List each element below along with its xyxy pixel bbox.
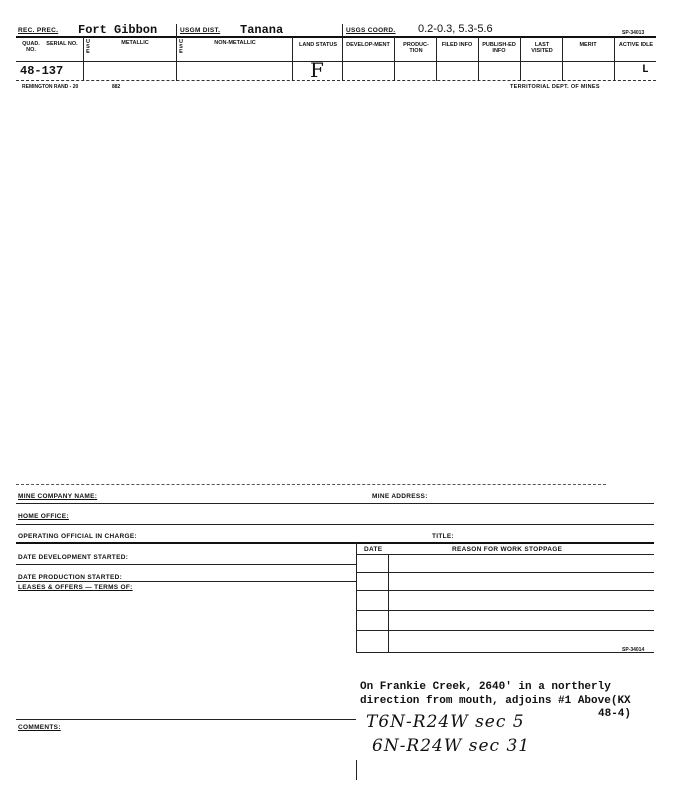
divider: [436, 37, 437, 81]
col-serial: SERIAL NO.: [46, 41, 78, 47]
col-production: PRODUC-TION: [403, 42, 429, 54]
col-active-idle: ACTIVE IDLE: [618, 42, 654, 48]
form-code-2: SP-34014: [622, 647, 645, 653]
usgs-coord-label: USGS COORD.: [346, 27, 396, 34]
divider: [614, 37, 615, 81]
divider: [356, 543, 357, 653]
col-non-metallic: NON-METALLIC: [214, 40, 256, 46]
divider: [16, 61, 656, 62]
col-use-2: U S E: [179, 39, 183, 55]
remarks-line-2: direction from mouth, adjoins #1 Above(KX: [360, 695, 631, 707]
divider: [356, 610, 654, 611]
col-filed-info: FILED INFO: [441, 42, 473, 48]
divider: [16, 581, 356, 582]
divider: [16, 564, 356, 565]
col-use-1: U S E: [86, 39, 90, 55]
remarks-line-3: 48-4): [598, 708, 632, 720]
rec-prec-value: Fort Gibbon: [78, 23, 158, 37]
form-code: SP-34013: [622, 30, 645, 36]
divider: [356, 630, 654, 631]
leases-label: LEASES & OFFERS — TERMS OF:: [18, 584, 133, 591]
active-idle-value: L: [642, 64, 649, 76]
divider: [394, 37, 395, 81]
mine-company-label: MINE COMPANY NAME:: [18, 493, 98, 500]
divider: [520, 37, 521, 81]
divider: [356, 554, 654, 555]
divider: [388, 554, 389, 652]
divider: [356, 652, 654, 653]
title-label: TITLE:: [432, 533, 455, 540]
handwritten-line-1: T6N-R24W sec 5: [366, 712, 525, 732]
divider: [356, 590, 654, 591]
divider: [292, 37, 293, 81]
land-status-value: F: [310, 58, 325, 82]
col-last-visited: LAST VISITED: [531, 42, 553, 54]
divider: [16, 542, 654, 544]
divider: [176, 24, 177, 81]
col-development: DEVELOP-MENT: [346, 42, 390, 48]
col-published-info: PUBLISH-ED INFO: [482, 42, 516, 54]
date-col-label: DATE: [364, 546, 383, 553]
remarks-line-1: On Frankie Creek, 2640' in a northerly: [360, 681, 611, 693]
col-merit: MERIT: [579, 42, 597, 48]
col-land-status: LAND STATUS: [299, 42, 337, 48]
mine-address-label: MINE ADDRESS:: [372, 493, 428, 500]
divider: [342, 24, 343, 36]
printer-label: REMINGTON RAND - 20: [22, 84, 79, 90]
quad-serial-value: 48-137: [20, 64, 64, 78]
divider: [356, 572, 654, 573]
home-office-label: HOME OFFICE:: [18, 513, 69, 520]
comments-label: COMMENTS:: [18, 724, 61, 731]
divider: [342, 37, 343, 81]
tear-line: [16, 80, 656, 81]
divider: [16, 719, 356, 720]
divider: [356, 760, 357, 780]
divider: [562, 37, 563, 81]
usgs-coord-value: 0.2-0.3, 5.3-5.6: [418, 23, 493, 35]
handwritten-line-2: 6N-R24W sec 31: [372, 736, 531, 756]
tear-line: [16, 484, 606, 485]
date-development-label: DATE DEVELOPMENT STARTED:: [18, 554, 129, 561]
col-quad: QUAD. NO.: [22, 41, 40, 53]
rec-prec-label: REC. PREC.: [18, 27, 59, 34]
divider: [16, 503, 654, 504]
divider: [83, 37, 84, 81]
date-production-label: DATE PRODUCTION STARTED:: [18, 574, 123, 581]
usgm-dist-label: USGM DIST.: [180, 27, 221, 34]
printer-code: 882: [112, 84, 121, 90]
reason-col-label: REASON FOR WORK STOPPAGE: [452, 546, 563, 553]
operating-official-label: OPERATING OFFICIAL IN CHARGE:: [18, 533, 137, 540]
divider: [16, 524, 654, 525]
dept-label: TERRITORIAL DEPT. OF MINES: [510, 84, 600, 90]
col-metallic: METALLIC: [121, 40, 149, 46]
usgm-dist-value: Tanana: [240, 23, 284, 37]
divider: [478, 37, 479, 81]
